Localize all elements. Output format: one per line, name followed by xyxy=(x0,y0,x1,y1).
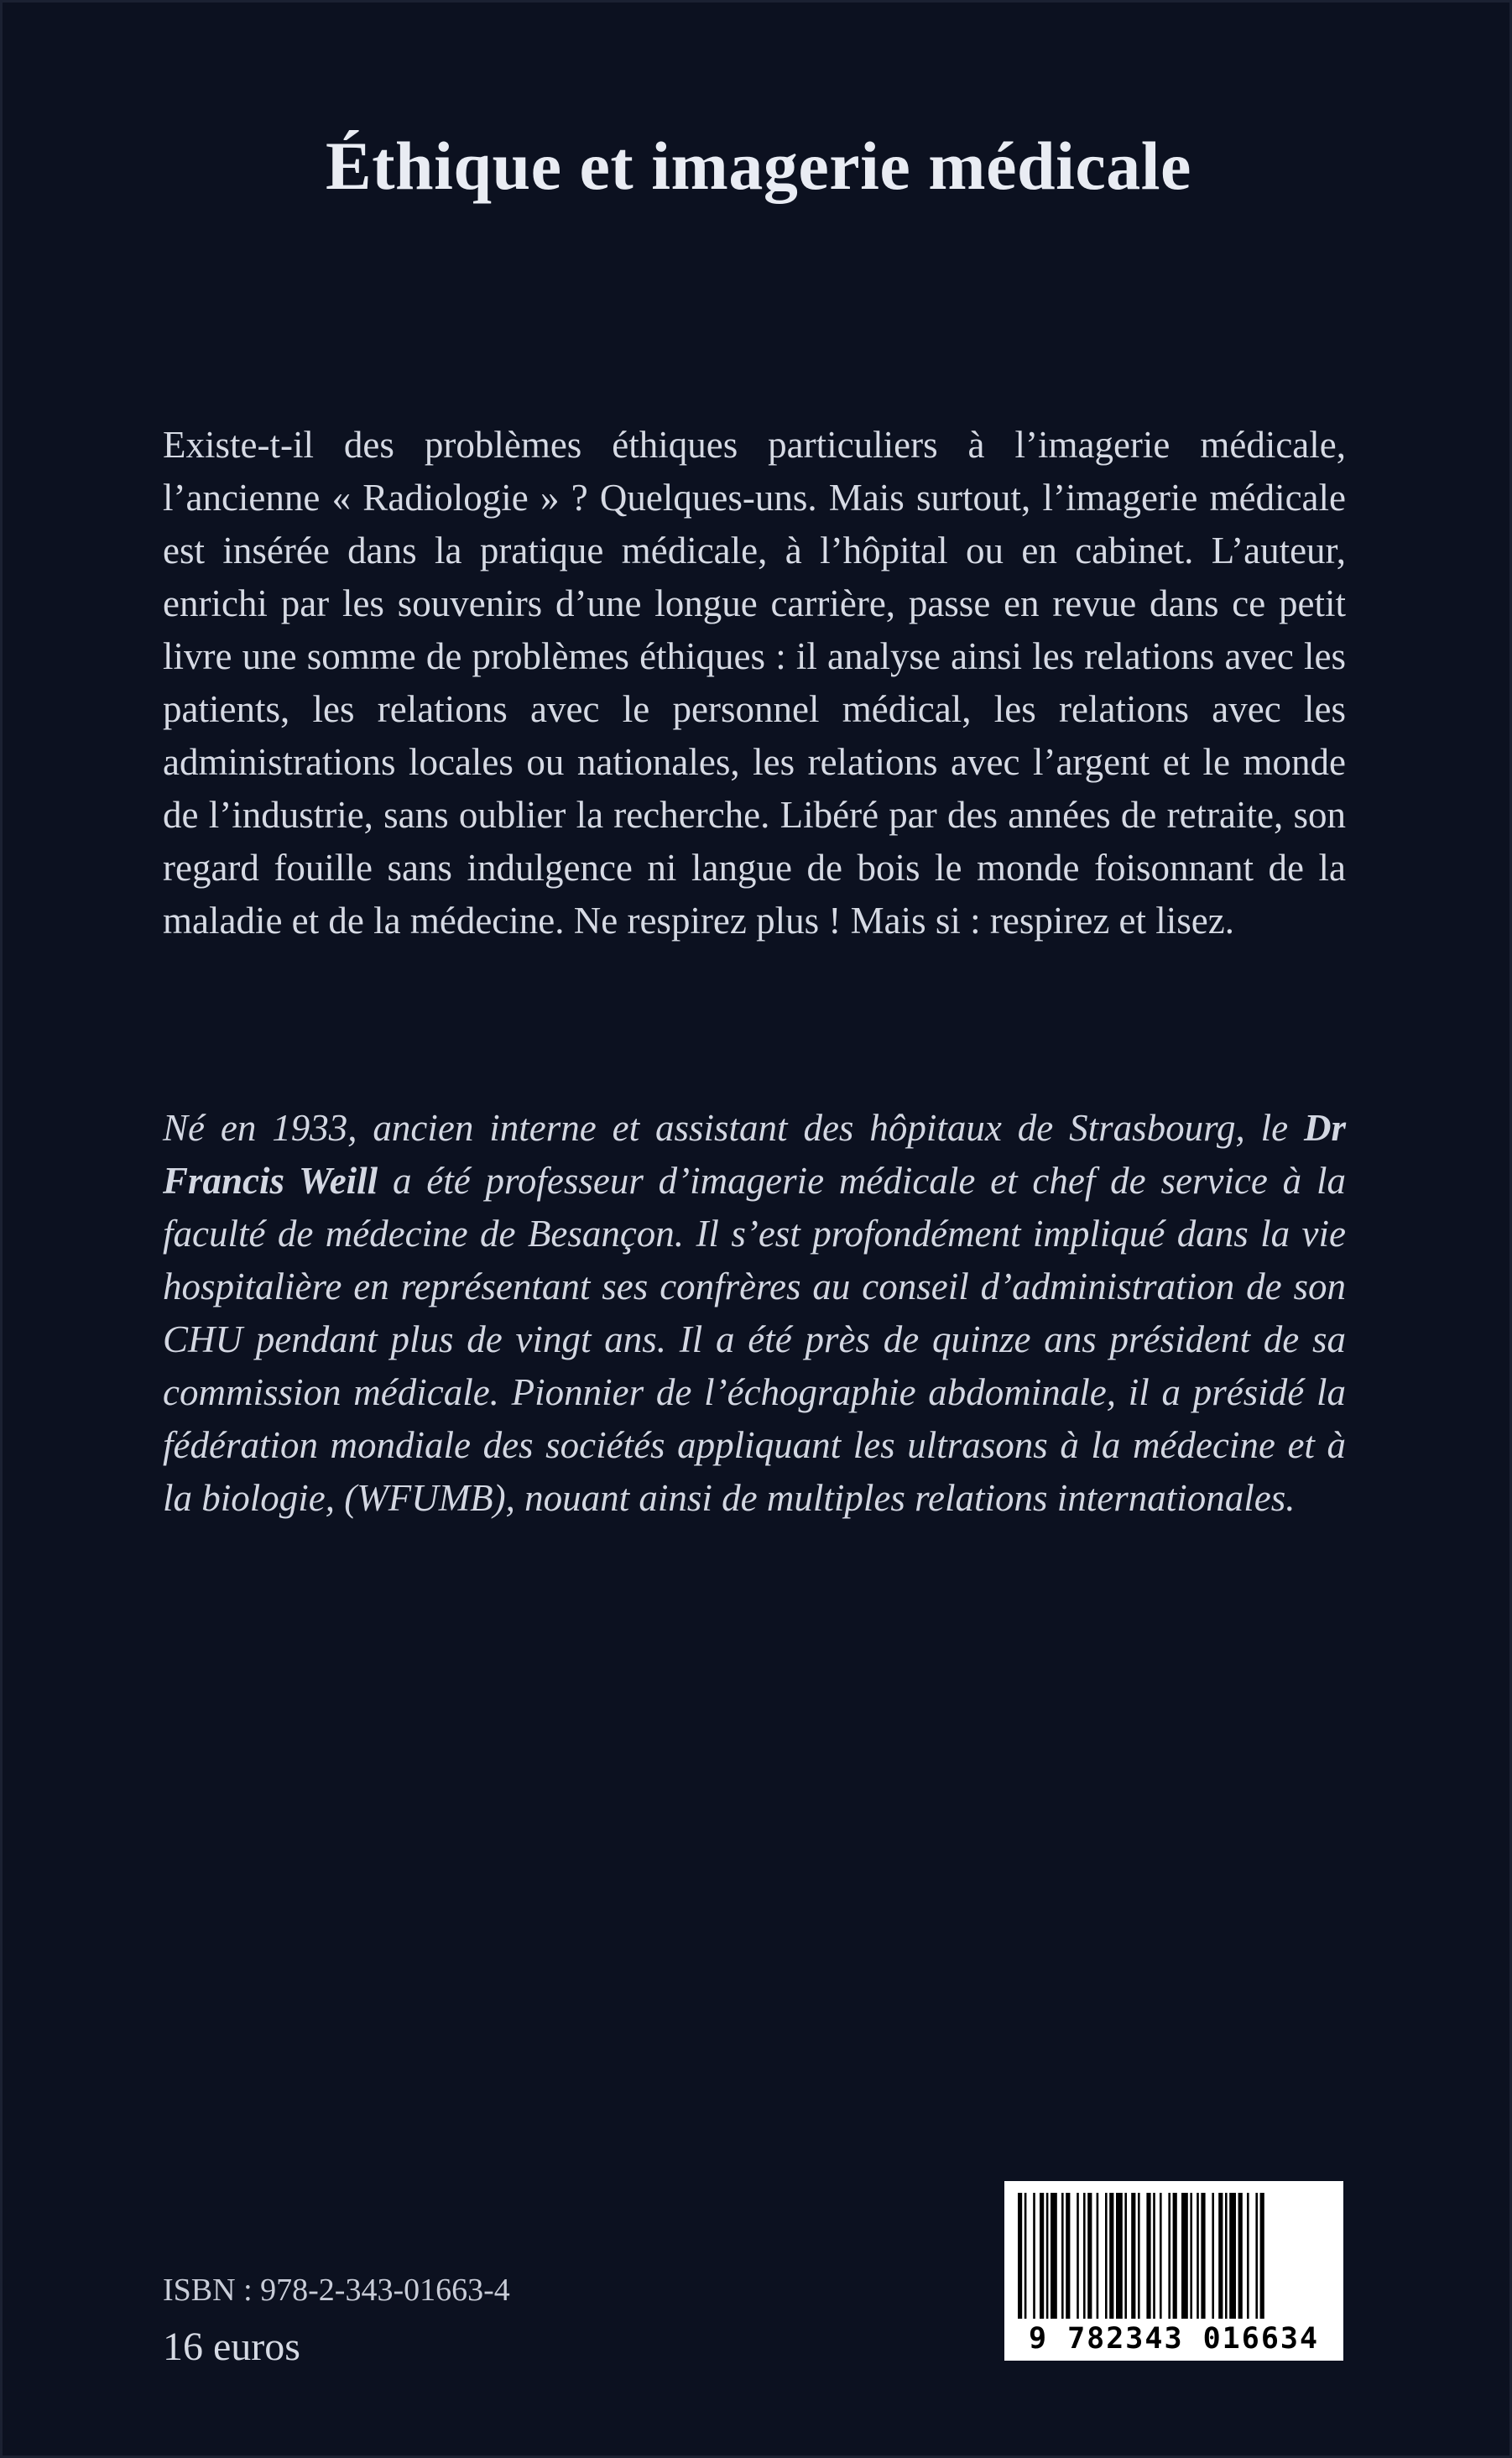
barcode-bar xyxy=(1046,2193,1049,2319)
barcode-bar xyxy=(1197,2193,1199,2319)
price-label: 16 euros xyxy=(163,2325,300,2369)
barcode-bar xyxy=(1040,2193,1044,2319)
barcode-bar xyxy=(1109,2193,1113,2319)
author-bio xyxy=(163,1102,1346,1525)
barcode-bar xyxy=(1051,2193,1057,2319)
author-bio-intro: Né en 1933, ancien interne et assistant des hôpitaux de Strasbourg, le xyxy=(163,1107,1304,1149)
isbn-label: ISBN : 978-2-343-01663-4 xyxy=(163,2273,510,2308)
barcode-bar xyxy=(1173,2193,1177,2319)
barcode-bar xyxy=(1260,2193,1264,2319)
barcode-bar xyxy=(1116,2193,1123,2319)
barcode-bar xyxy=(1025,2193,1027,2319)
barcode-bar xyxy=(1238,2193,1243,2319)
barcode-bar xyxy=(1131,2193,1135,2319)
barcode-bar xyxy=(1097,2193,1099,2319)
barcode-bar xyxy=(1229,2193,1236,2319)
barcode xyxy=(1004,2181,1343,2361)
barcode-bar xyxy=(1225,2193,1228,2319)
barcode-bar xyxy=(1201,2193,1205,2319)
book-title: Éthique et imagerie médicale xyxy=(326,128,1191,204)
barcode-bar xyxy=(1124,2193,1127,2319)
barcode-bar xyxy=(1138,2193,1140,2319)
barcode-bar xyxy=(1066,2193,1070,2319)
barcode-bar xyxy=(1105,2193,1108,2319)
author-name: Dr Francis Weill xyxy=(163,1107,1346,1202)
barcode-bar xyxy=(1218,2193,1223,2319)
barcode-bar xyxy=(1146,2193,1150,2319)
barcode-digits: 9 782343 016634 xyxy=(1028,2322,1320,2356)
author-bio-rest: a été professeur d’imagerie médicale et chef de service à la faculté de médecine de Besançon. Il s’est profondément impliqué dans la vie hospitalière en représentant ses confrères au conseil d’administration de son CHU pendant plus de vingt ans. Il a été près de quinze ans président de sa commission médicale. Pionnier de l’échographie abdominale, il a présidé la fédération mondiale des sociétés appliquant les ultrasons à la médecine et à la biologie, (WFUMB), nouant ainsi de multiples relations internationales. xyxy=(163,1160,1346,1519)
barcode-bars xyxy=(1014,2193,1333,2319)
barcode-bar xyxy=(1255,2193,1258,2319)
barcode-bar xyxy=(1181,2193,1188,2319)
barcode-bar xyxy=(1061,2193,1064,2319)
barcode-bar xyxy=(1033,2193,1035,2319)
barcode-bar xyxy=(1212,2193,1214,2319)
barcode-bar xyxy=(1153,2193,1155,2319)
barcode-bar xyxy=(1077,2193,1079,2319)
barcode-bar xyxy=(1018,2193,1022,2319)
barcode-bar xyxy=(1168,2193,1170,2319)
barcode-bar xyxy=(1247,2193,1249,2319)
book-summary: Existe-t-il des problèmes éthiques particuliers à l’imagerie médicale, l’ancienne « Radiologie » ? Quelques-uns. Mais surtout, l’imagerie médicale est insérée dans la pratique médicale, à l’hôpital ou en cabinet. L’auteur, enrichi par les souvenirs d’une longue carrière, passe en revue dans ce petit livre une somme de problèmes éthiques : il analyse ainsi les relations avec les patients, les relations avec le personnel médical, les relations avec les administrations locales ou nationales, les relations avec l’argent et le monde de l’industrie, sans oublier la recherche. Libéré par des années de retraite, son regard fouille sans indulgence ni langue de bois le monde foisonnant de la maladie et de la médecine. Ne respirez plus ! Mais si : respirez et lisez. xyxy=(163,424,1346,942)
barcode-bar xyxy=(1083,2193,1086,2319)
barcode-bar xyxy=(1160,2193,1162,2319)
barcode-bar xyxy=(1190,2193,1192,2319)
barcode-bar xyxy=(1087,2193,1092,2319)
